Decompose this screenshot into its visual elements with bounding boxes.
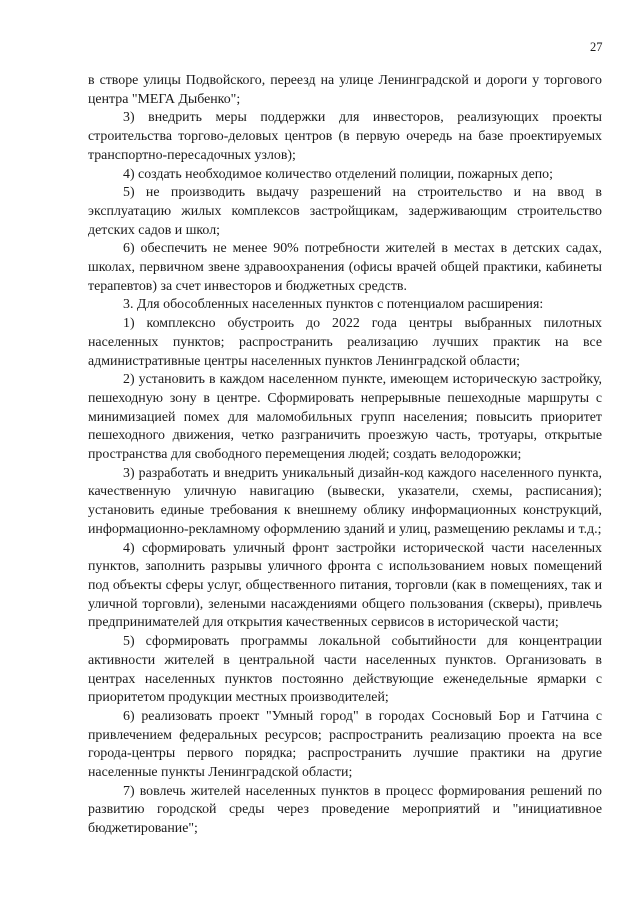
list-item-resident-involvement: 7) вовлечь жителей населенных пунктов в процесс формирования решений по развитию городской среды через проведение мероприятий и "инициативное бюджетирование";	[88, 783, 602, 837]
document-body	[88, 72, 602, 839]
list-item-investor-support: 3) внедрить меры поддержки для инвесторов, реализующих проекты строительства торгово-деловых центров (в первую очередь на базе проектируемых транспортно-пересадочных узлов);	[88, 110, 602, 163]
list-item-local-events: 5) сформировать программы локальной событийности для концентрации активности жителей в центральной части населенных пунктов. Организовать в центрах населенных пунктов постоянно действующие еженедельные ярмарки с приоритетом продукции местных производителей;	[88, 634, 602, 706]
page-number: 27	[590, 40, 603, 54]
list-item-smart-city: 6) реализовать проект "Умный город" в городах Сосновый Бор и Гатчина с привлечением федеральных ресурсов; распространить реализацию проекта на все города-центры первого порядка; распространить лучшие практики на другие населенные пункты Ленинградской области;	[88, 708, 602, 781]
list-item-pedestrian-zones: 2) установить в каждом населенном пункте, имеющем историческую застройку, пешеходную зону в центре. Сформировать непрерывные пешеходные маршруты с минимизацией помех для маломобильных групп населения; повысить приоритет пешеходного движения, четко разграничить проезжую часть, тротуары, открытые пространства для свободного перемещения людей; создать велодорожки;	[88, 372, 602, 463]
list-item-social-infrastructure: 6) обеспечить не менее 90% потребности жителей в местах в детских садах, школах, первичном звене здравоохранения (офисы врачей общей практики, кабинеты терапевтов) за счет инвесторов и бюджетных средств.	[88, 241, 602, 294]
paragraph-continuation: в створе улицы Подвойского, переезд на улице Ленинградской и дороги у торгового центра "МЕГА Дыбенко";	[88, 73, 602, 107]
list-item-street-front: 4) сформировать уличный фронт застройки исторической части населенных пунктов, заполнить разрывы уличного фронта с использованием новых помещений под объекты сферы услуг, общественного питания, торговли (как в помещениях, так и уличной торговли), зелеными насаждениями общего пользования (скверы), привлечь предпринимателей для открытия качественных сервисов в исторической части;	[88, 540, 602, 631]
section-heading-isolated-settlements: 3. Для обособленных населенных пунктов с потенциалом расширения:	[123, 297, 544, 313]
list-item-police-fire-stations: 4) создать необходимое количество отделений полиции, пожарных депо;	[123, 166, 553, 182]
list-item-pilot-centers: 1) комплексно обустроить до 2022 года центры выбранных пилотных населенных пунктов; распространить реализацию лучших практик на все административные центры населенных пунктов Ленинградской области;	[88, 316, 602, 369]
list-item-construction-permits: 5) не производить выдачу разрешений на строительство и на ввод в эксплуатацию жилых комплексов застройщикам, задерживающим строительство детских садов и школ;	[88, 185, 602, 238]
list-item-design-code: 3) разработать и внедрить уникальный дизайн-код каждого населенного пункта, качественную уличную навигацию (вывески, указатели, схемы, расписания); установить единые требования к внешнему облику информационных конструкций, информационно-рекламному оформлению зданий и улиц, размещению рекламы и т.д.;	[88, 465, 602, 537]
